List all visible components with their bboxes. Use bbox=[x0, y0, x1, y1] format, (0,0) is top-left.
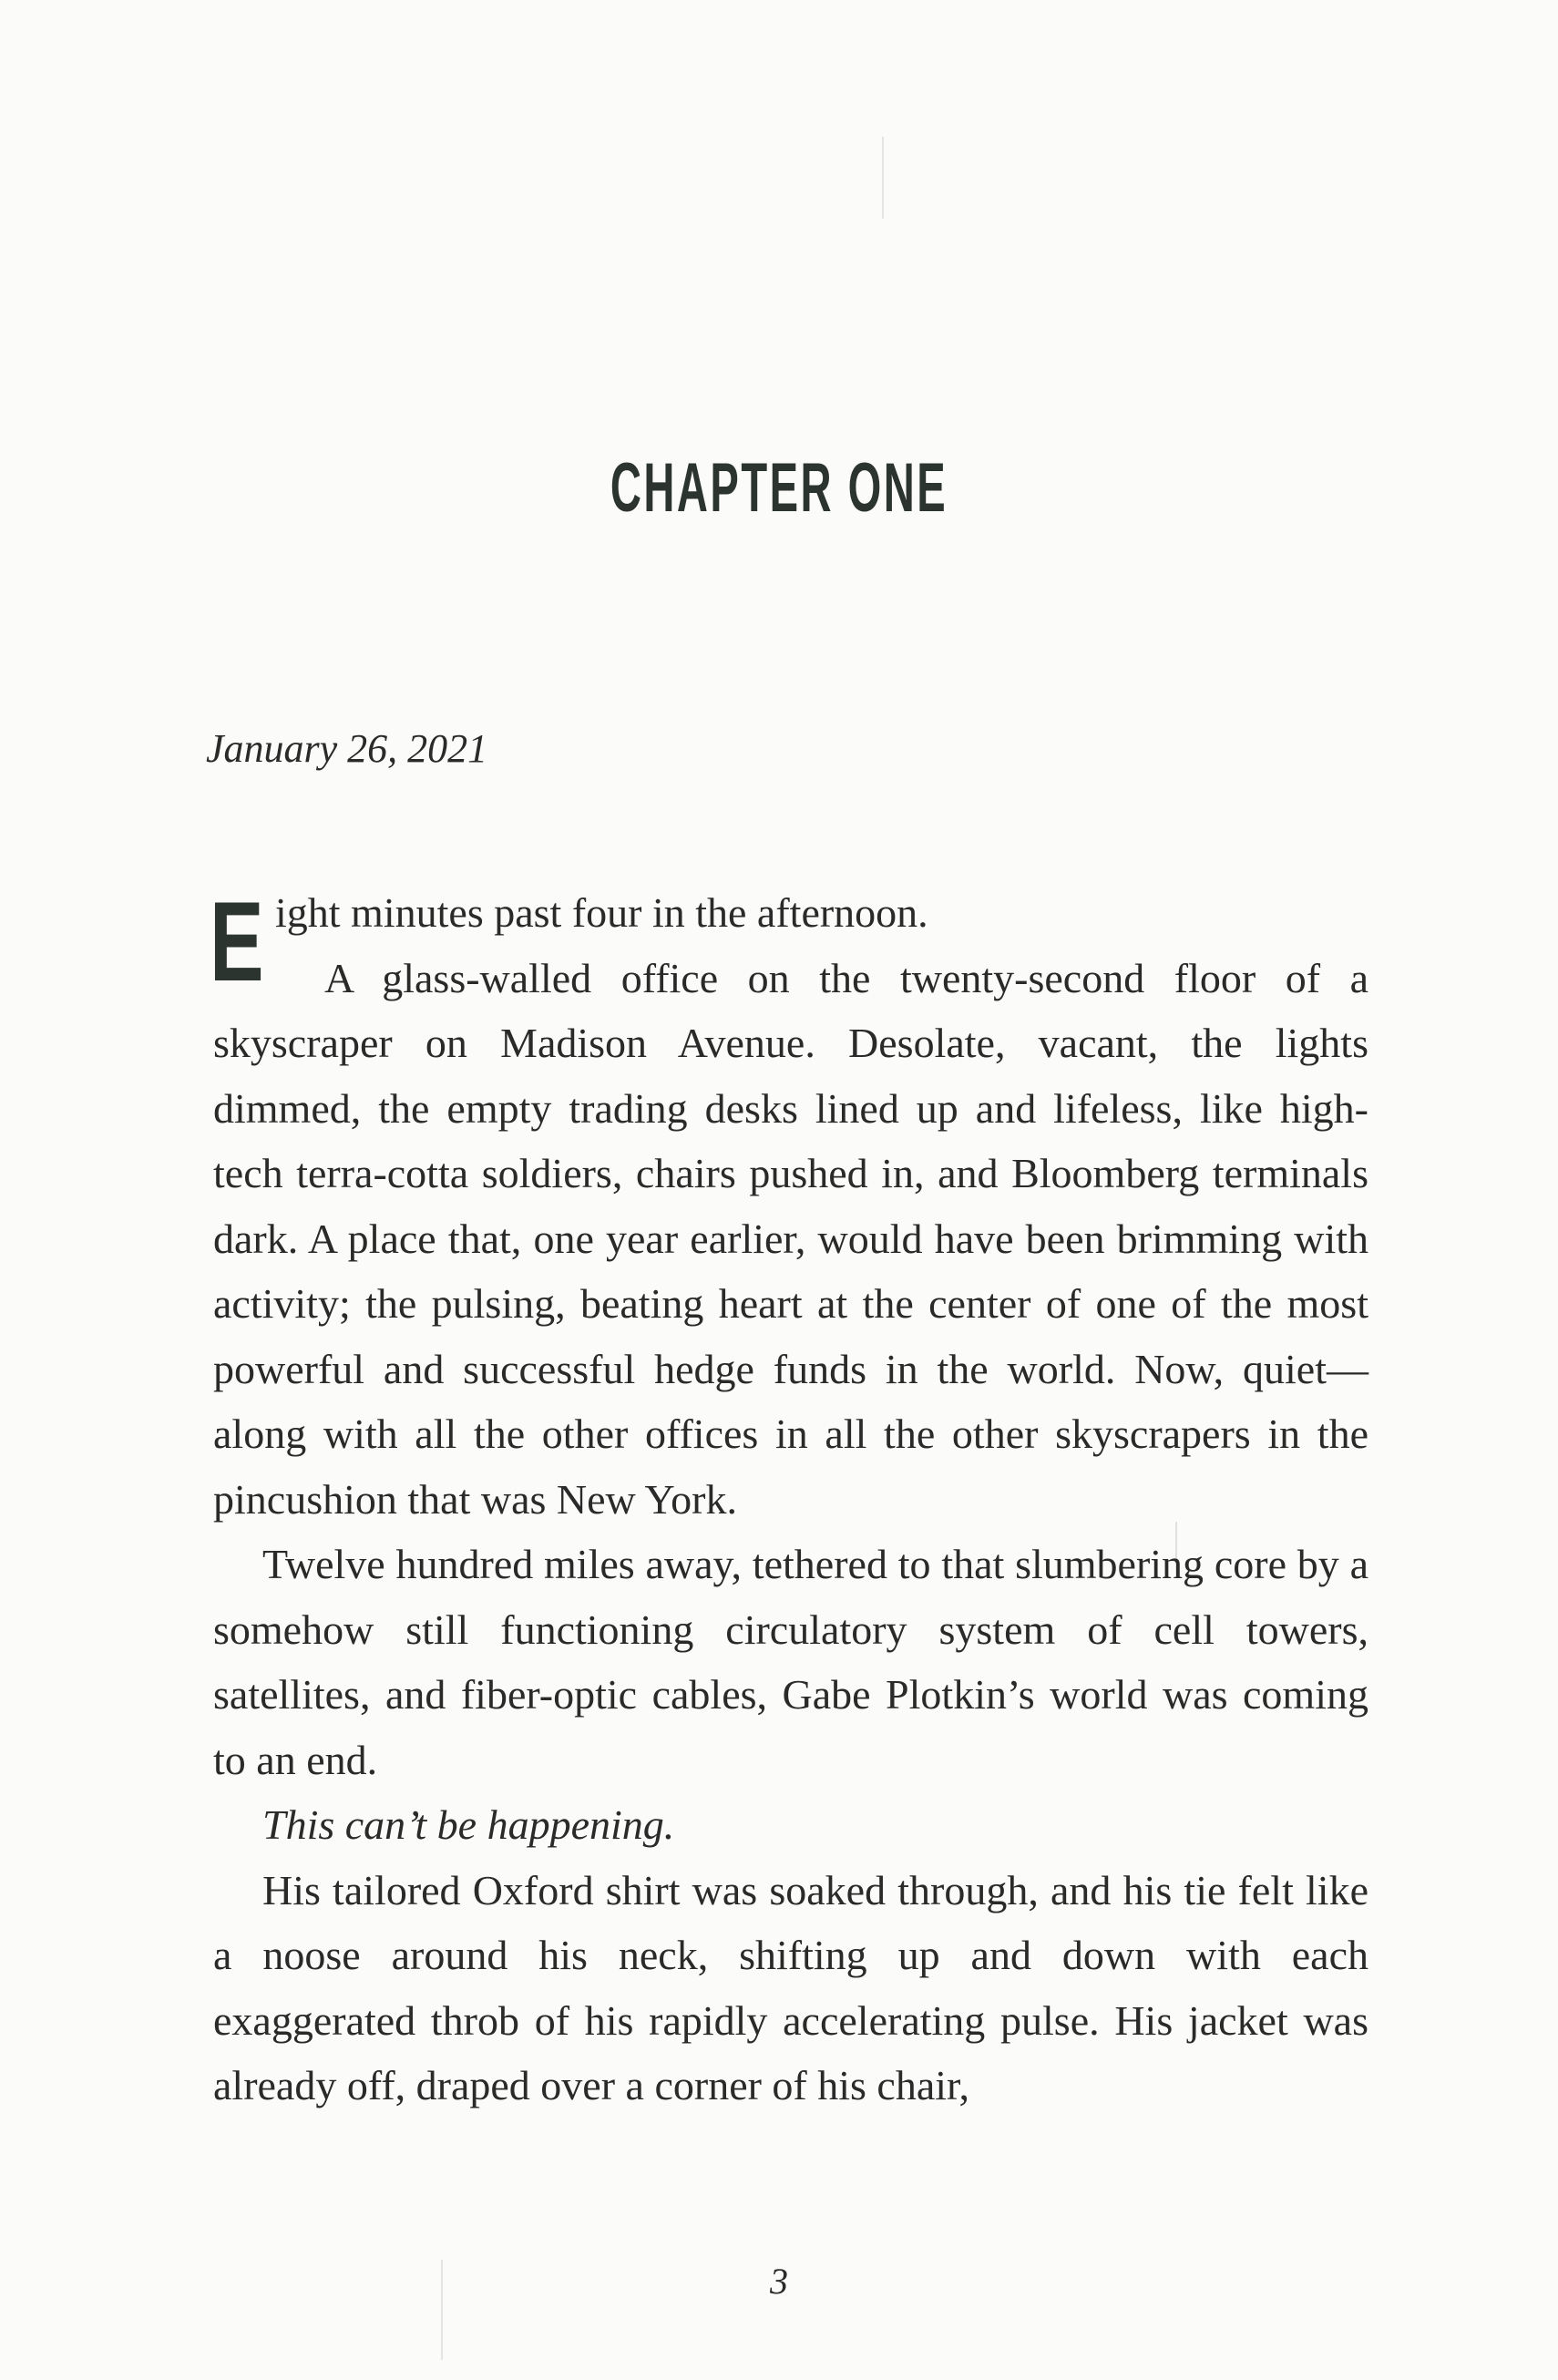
drop-cap: E bbox=[210, 879, 264, 1005]
paragraph-italic-thought: This can’t be happening. bbox=[262, 1801, 675, 1848]
opening-line-text: ight minutes past four in the afternoon. bbox=[275, 889, 928, 936]
paragraph: His tailored Oxford shirt was soaked through, and his tie felt like a noose around his neck, shifting up and down with each exaggerated throb of his rapidly accelerating pulse. His jacket was already off, draped over a corner of his chair, bbox=[213, 1866, 1368, 2108]
date-line: January 26, 2021 bbox=[206, 726, 488, 771]
scan-artifact bbox=[882, 137, 884, 219]
paragraph: A glass-walled office on the twenty-second floor of a skyscraper on Madison Avenue. Desolate, vacant, the lights dimmed, the empty trading desks lined up and lifeless, like high-tech terra-cotta soldiers, chairs pushed in, and Bloomberg terminals dark. A place that, one year earlier, would have been brimming with activity; the pulsing, beating heart at the center of one of the most powerful and successful hedge funds in the world. Now, quiet—along with all the other offices in all the other skyscrapers in the pincushion that was New York. bbox=[213, 954, 1368, 1523]
paragraph: Twelve hundred miles away, tethered to that slumbering core by a somehow still functioning circulatory system of cell towers, satellites, and fiber-optic cables, Gabe Plotkin’s world was coming to an end. bbox=[213, 1541, 1368, 1783]
chapter-body bbox=[210, 879, 1368, 2118]
chapter-title: CHAPTER ONE bbox=[610, 449, 948, 527]
opening-line bbox=[210, 879, 1368, 1005]
page-number: 3 bbox=[770, 2261, 788, 2302]
